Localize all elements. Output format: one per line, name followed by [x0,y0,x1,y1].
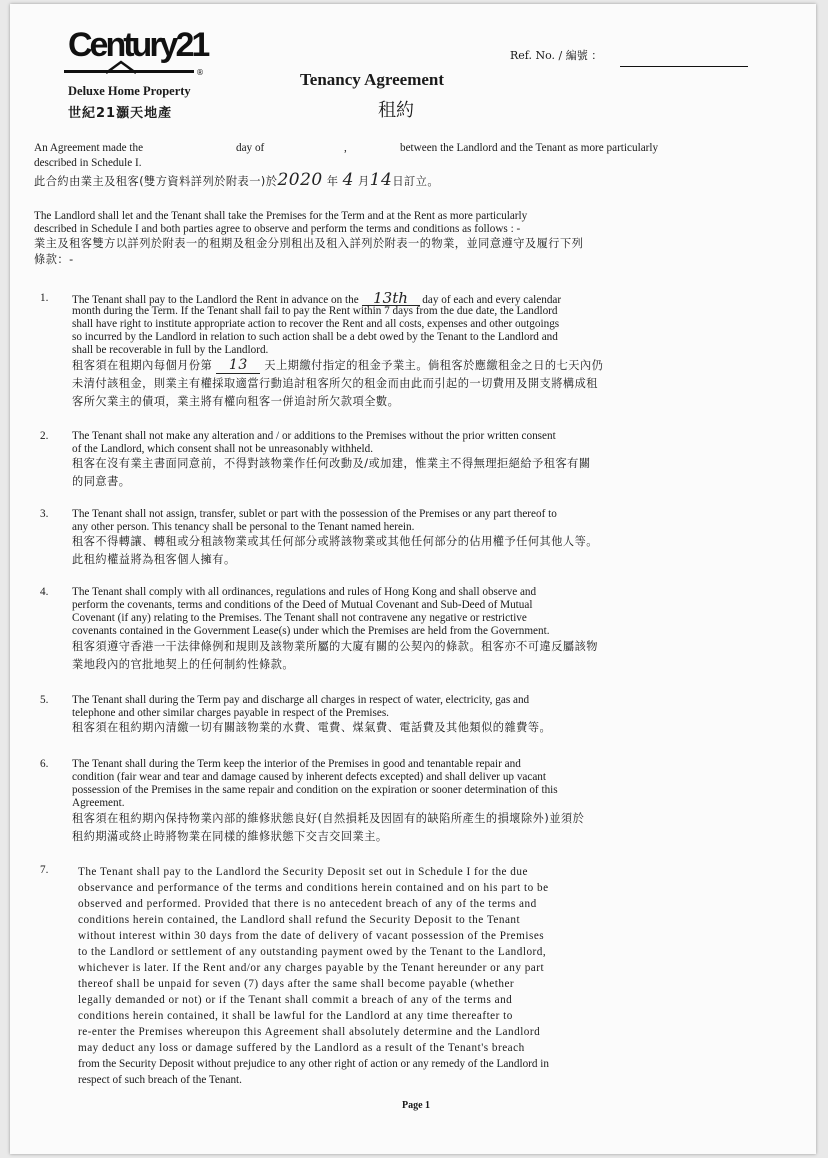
logo-underline [64,70,194,73]
clause-2-en-2: of the Landlord, which consent shall not be unreasonably withheld. [72,443,374,455]
clause-1-zh-3: 客所欠業主的債項，業主將有權向租客一併追討所欠款項全數。 [72,395,400,408]
clause-4-en-2: perform the covenants, terms and conditions of the Deed of Mutual Covenant and Sub-Deed of Mutual [72,599,533,611]
clause-1-zh-1a: 租客須在租期內每個月份第 [72,359,213,372]
month-unit: 月 [357,175,370,188]
century21-logo-wordmark: Century21 [68,26,208,64]
page-number: Page 1 [402,1100,431,1111]
intro-zh-line [34,172,439,190]
clause-2-en-1: The Tenant shall not make any alteration and / or additions to the Premises without the prior written consent [72,430,556,442]
preamble-en-1: The Landlord shall let and the Tenant shall take the Premises for the Term and at the Rent as more particularly [34,210,528,222]
clause-1-en-1b: day of each and every calendar [422,294,562,306]
intro-comma: , [344,142,347,154]
clause-7-en-5: without interest within 30 days from the date of delivery of vacant possession of the Premises [78,930,545,942]
clause-4-zh-2: 業地段內的官批地契上的任何制約性條款。 [72,658,295,671]
handwritten-month: 4 [342,170,354,190]
intro-between: between the Landlord and the Tenant as more particularly [400,142,659,154]
clause-2-zh-1: 租客在沒有業主書面同意前，不得對該物業作任何改動及/或加建，惟業主不得無理拒絕給予租客有關 [72,457,591,470]
clause-7-en-3: observed and performed. Provided that there is no antecedent breach of any of the terms and [78,898,537,910]
intro-schedule: described in Schedule I. [34,157,142,169]
handwritten-year: 2020 [277,170,323,190]
clause-7-en-9: legally demanded or not) or if the Tenant shall commit a breach of any of the terms and [78,994,513,1006]
clause-4-number: 4. [40,586,49,598]
day-unit: 日訂立。 [392,175,440,188]
clause-7-block [78,864,549,1088]
handwritten-rent-day-zh: 13 [216,357,260,374]
clause-1-en-1a: The Tenant shall pay to the Landlord the Rent in advance on the [72,294,359,306]
clause-1-en-2: month during the Term. If the Tenant shall fail to pay the Rent within 7 days from the due date, the Landlord [72,305,558,317]
document-page [10,4,816,1154]
clause-5-zh-1: 租客須在租約期內清繳一切有關該物業的水費、電費、煤氣費、電話費及其他類似的雜費等。 [72,721,552,734]
clause-6-zh-2: 租約期滿或終止時將物業在同樣的維修狀態下交吉交回業主。 [72,830,388,843]
registered-mark: ® [196,68,204,77]
clause-7-number: 7. [40,864,49,876]
clause-7-en-4: conditions herein contained, the Landlord shall refund the Security Deposit to the Tenant [78,914,521,926]
clause-7-en-2: observance and performance of the terms and conditions herein contained and on his part to be [78,882,549,894]
company-name-en: Deluxe Home Property [68,84,191,98]
clause-5-en-1: The Tenant shall during the Term pay and discharge all charges in respect of water, electricity, gas and [72,694,530,706]
clause-4-zh-1: 租客須遵守香港一干法律條例和規則及該物業所屬的大廈有關的公契內的條款。租客亦不可違反屬該物 [72,640,598,653]
clause-1-number: 1. [40,292,49,304]
clause-5-en-2: telephone and other similar charges payable in respect of the Premises. [72,707,389,719]
clause-4-en-3: Covenant (if any) relating to the Premises. The Tenant shall not contravene any negative or restrictive [72,612,527,624]
intro-zh-text: 此合約由業主及租客(雙方資料詳列於附表一)於 [34,175,278,188]
handwritten-day: 14 [369,170,393,190]
company-name-zh: 世紀21灝天地產 [68,106,173,121]
clause-3-zh-1: 租客不得轉讓、轉租或分租該物業或其任何部分或將該物業或其他任何部分的佔用權予任何其他人等。 [72,535,598,548]
ref-no-blank [620,66,748,67]
clause-3-zh-2: 此租約權益將為租客個人擁有。 [72,553,236,566]
clause-6-en-3: possession of the Premises in the same repair and condition on the expiration or sooner determination of this [72,784,558,796]
clause-6-en-1: The Tenant shall during the Term keep the interior of the Premises in good and tenantable repair and [72,758,521,770]
clause-4-en-1: The Tenant shall comply with all ordinances, regulations and rules of Hong Kong and shall observe and [72,586,537,598]
clause-4-en-4: covenants contained in the Government Lease(s) under which the Premises are held from the Government. [72,625,550,637]
ref-no-label: Ref. No. / 編號 ： [510,49,603,62]
clause-7-en-11: re-enter the Premises whereupon this Agreement shall absolutely determine and the Landlord [78,1026,541,1038]
clause-2-number: 2. [40,430,49,442]
clause-3-en-1: The Tenant shall not assign, transfer, sublet or part with the possession of the Premises or any part thereof to [72,508,557,520]
clause-6-en-4: Agreement. [72,797,125,809]
clause-1-zh-1b: 天上期繳付指定的租金予業主。倘租客於應繳租金之日的七天內仍 [264,359,604,372]
clause-6-zh-1: 租客須在租約期內保持物業內部的維修狀態良好(自然損耗及因固有的缺陷所產生的損壞除外)並須於 [72,812,585,825]
clause-7-en-7: whichever is later. If the Rent and/or any charges payable by the Tenant hereunder or any part [78,962,545,974]
clause-1-zh-1 [72,357,603,374]
clause-7-en-6: to the Landlord or settlement of any outstanding payment owed by the Tenant to the Landlord, [78,946,547,958]
clause-5-number: 5. [40,694,49,706]
clause-1-en-3: shall have right to institute appropriate action to recover the Rent and all costs, expenses and other outgoings [72,318,560,330]
clause-2-zh-2: 的同意書。 [72,475,131,488]
clause-7-en-8: thereof shall be unpaid for seven (7) days after the same shall become payable (whether [78,978,515,990]
intro-day-of: day of [236,142,265,154]
clause-6-en-2: condition (fair wear and tear and damage caused by inherent defects excepted) and shall deliver up vacant [72,771,547,783]
clause-7-en-14: respect of such breach of the Tenant. [78,1074,242,1086]
preamble-zh-2: 條款：- [34,253,74,266]
clause-1-en-5: shall be recoverable in full by the Landlord. [72,344,269,356]
title-en: Tenancy Agreement [300,70,445,89]
clause-7-en-12: may deduct any loss or damage suffered by the Landlord as a result of the Tenant's breach [78,1042,525,1054]
clause-1-en-4: so incurred by the Landlord in relation to such action shall be a debt owed by the Tenant to the Landlord and [72,331,558,343]
clause-1-zh-2: 未清付該租金，則業主有權採取適當行動追討租客所欠的租金而由此而引起的一切費用及開支將構成租 [72,377,598,390]
intro-agreement-made: An Agreement made the [34,142,144,154]
clause-3-en-2: any other person. This tenancy shall be personal to the Tenant named herein. [72,521,415,533]
clause-7-en-10: conditions herein contained, it shall be lawful for the Landlord at any time thereafter to [78,1010,513,1022]
preamble-en-2: described in Schedule I and both parties agree to observe and perform the terms and conditions as follows : - [34,223,521,235]
clause-7-en-1: The Tenant shall pay to the Landlord the Security Deposit set out in Schedule I for the due [78,866,528,878]
title-zh: 租約 [378,100,414,121]
year-unit: 年 [326,175,339,188]
clause-7-en-13: from the Security Deposit without prejudice to any other right of action or any remedy of the Landlord in [78,1058,549,1070]
preamble-zh-1: 業主及租客雙方以詳列於附表一的租期及租金分別租出及租入詳列於附表一的物業，並同意遵守及履行下列 [34,237,584,250]
clause-3-number: 3. [40,508,49,520]
clause-6-number: 6. [40,758,49,770]
handwritten-rent-day: 13th [362,292,420,306]
